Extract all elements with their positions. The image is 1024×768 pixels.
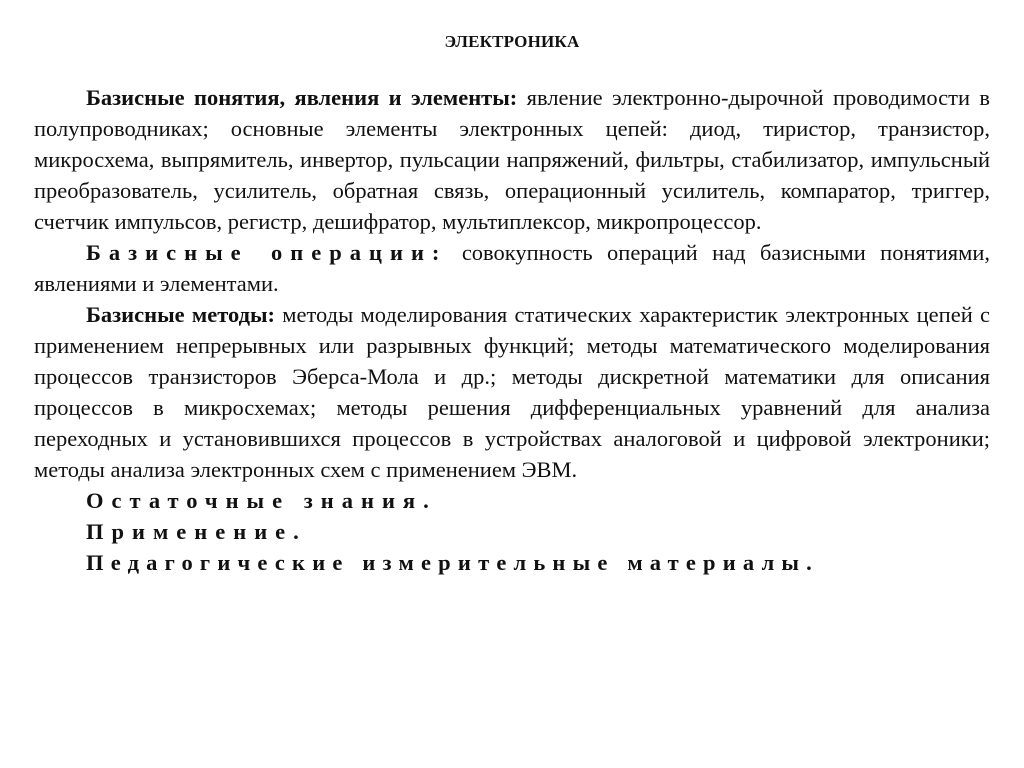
document-page (34, 26, 990, 578)
section-basic-operations (34, 237, 990, 299)
residual-knowledge-line: Остаточные знания. (86, 488, 437, 513)
section-basic-methods (34, 299, 990, 485)
section-heading: Базисные методы: (86, 302, 276, 327)
section-text: совокупность операций над базисными понятиями, явлениями и элементами. (34, 240, 990, 296)
section-text: методы моделирования статических характеристик электронных цепей с применением непрерывных или разрывных функций; методы математического моделирования процессов транзисторов Эберса-Мола и др.; методы дискретной математики для описания процессов в микросхемах; методы решения дифференциальных уравнений для анализа переходных и установившихся процессов в устройствах аналоговой и цифровой электроники; методы анализа электронных схем с применением ЭВМ. (34, 302, 990, 482)
application-line: Применение. (86, 519, 307, 544)
section-heading: Базисные понятия, явления и элементы: (86, 85, 518, 110)
section-heading: Базисные операции: (86, 240, 448, 265)
document-title: ЭЛЕКТРОНИКА (444, 32, 580, 51)
section-text: явление электронно-дырочной проводимости в полупроводниках; основные элементы электронных цепей: диод, тиристор, транзистор, микросхема, выпрямитель, инвертор, пульсации напряжений, фильтры, стабилизатор, импульсный преобразователь, усилитель, обратная связь, операционный усилитель, компаратор, триггер, счетчик импульсов, регистр, дешифратор, мультиплексор, микропроцессор. (34, 85, 990, 234)
measurement-materials-line: Педагогические измерительные материалы. (86, 550, 819, 575)
section-basic-concepts (34, 82, 990, 237)
